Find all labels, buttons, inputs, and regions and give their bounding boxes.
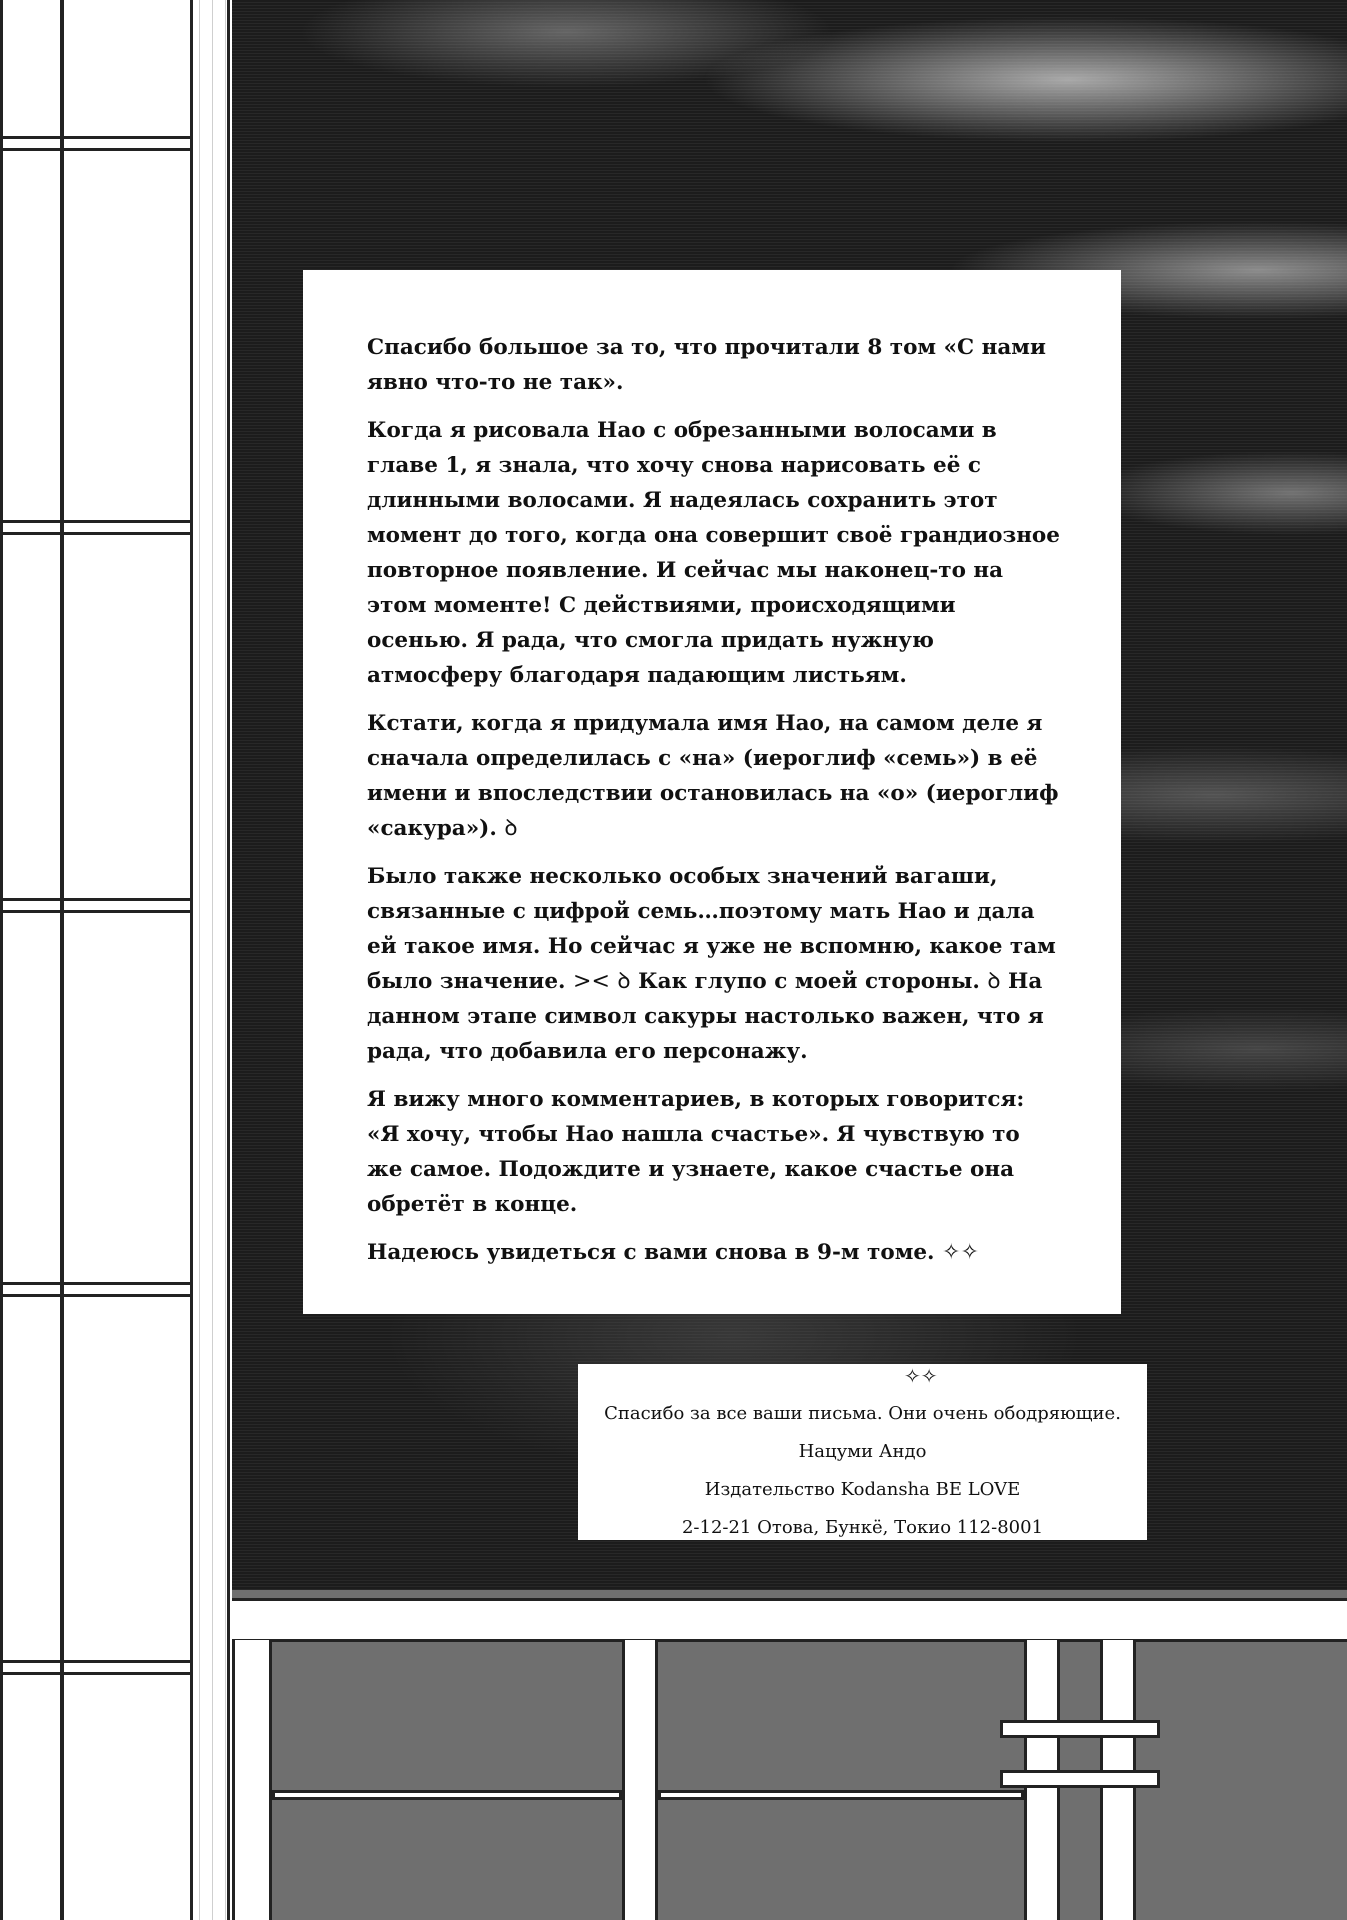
shoji-frame-line	[0, 136, 190, 139]
shoji-frame-line	[0, 910, 190, 913]
shoji-frame-line	[0, 520, 190, 523]
railing-crossbar	[272, 1790, 622, 1800]
shoji-frame-line	[0, 0, 3, 1920]
shoji-frame-line	[0, 1660, 190, 1663]
railing-crossbar	[1000, 1770, 1160, 1788]
sweat-drop-icon: ꝺ	[987, 969, 1001, 994]
thanks-line: Спасибо за все ваши письма. Они очень ободряющие.	[604, 1403, 1121, 1424]
railing-crossbar	[658, 1790, 1024, 1800]
afterword-paragraph: Кстати, когда я придумала имя Нао, на самом деле я сначала определилась с «на» (иероглиф «семь») в её имени и впоследствии остановилась на «о» (иероглиф «сакура»). ꝺ	[367, 711, 1059, 841]
afterword-paragraph: Надеюсь увидеться с вами снова в 9-м томе. ✧✧	[367, 1240, 979, 1265]
shoji-frame-line	[0, 1294, 190, 1297]
publisher-name: Издательство Kodansha BE LOVE	[704, 1479, 1021, 1500]
author-name: Нацуми Андо	[798, 1441, 927, 1462]
veranda-railing	[232, 1590, 1347, 1920]
shoji-frame-line	[0, 148, 190, 151]
sweat-drop-icon: ꝺ	[504, 816, 518, 841]
afterword-paragraph: Было также несколько особых значений вагаши, связанные с цифрой семь…поэтому мать Нао и дала ей такое имя. Но сейчас я уже не вспомню, какое там было значение. >< ꝺ Как глупо с моей стороны. ꝺ На данном этапе символ сакуры настолько важен, что я рада, что добавила его персонажу.	[367, 864, 1056, 1064]
sweat-drop-icon: ꝺ	[617, 969, 631, 994]
author-afterword-note	[303, 270, 1121, 1314]
afterword-paragraph: Спасибо большое за то, что прочитали 8 том «С нами явно что-то не так».	[367, 335, 1046, 395]
sparkle-icon: ✧✧	[904, 1364, 938, 1388]
shoji-frame-line	[60, 0, 64, 1920]
shoji-frame-line	[0, 898, 190, 901]
railing-post	[232, 1640, 272, 1920]
fan-mail-address-box	[578, 1364, 1147, 1540]
shoji-screen	[0, 0, 232, 1920]
shoji-frame-line	[0, 1282, 190, 1285]
afterword-paragraph: Когда я рисовала Нао с обрезанными волосами в главе 1, я знала, что хочу снова нарисовать её с длинными волосами. Я надеялась сохранить этот момент до того, когда она совершит своё грандиозное повторное появление. И сейчас мы наконец-то на этом моменте! С действиями, происходящими осенью. Я рада, что смогла придать нужную атмосферу благодаря падающим листьям.	[367, 418, 1060, 688]
railing-top-beam	[232, 1598, 1347, 1642]
sparkle-icon: ✧✧	[942, 1240, 979, 1265]
railing-crossbar	[1000, 1720, 1160, 1738]
shoji-frame-line	[0, 532, 190, 535]
afterword-paragraph: Я вижу много комментариев, в которых говорится: «Я хочу, чтобы Нао нашла счастье». Я чувствую то же самое. Подождите и узнаете, какое счастье она обретёт в конце.	[367, 1087, 1025, 1217]
railing-post	[622, 1640, 658, 1920]
shoji-side-post	[190, 0, 230, 1920]
postal-address: 2-12-21 Отова, Бункё, Токио 112-8001	[681, 1517, 1044, 1538]
emoticon-text: ><	[573, 969, 610, 994]
shoji-frame-line	[0, 1672, 190, 1675]
